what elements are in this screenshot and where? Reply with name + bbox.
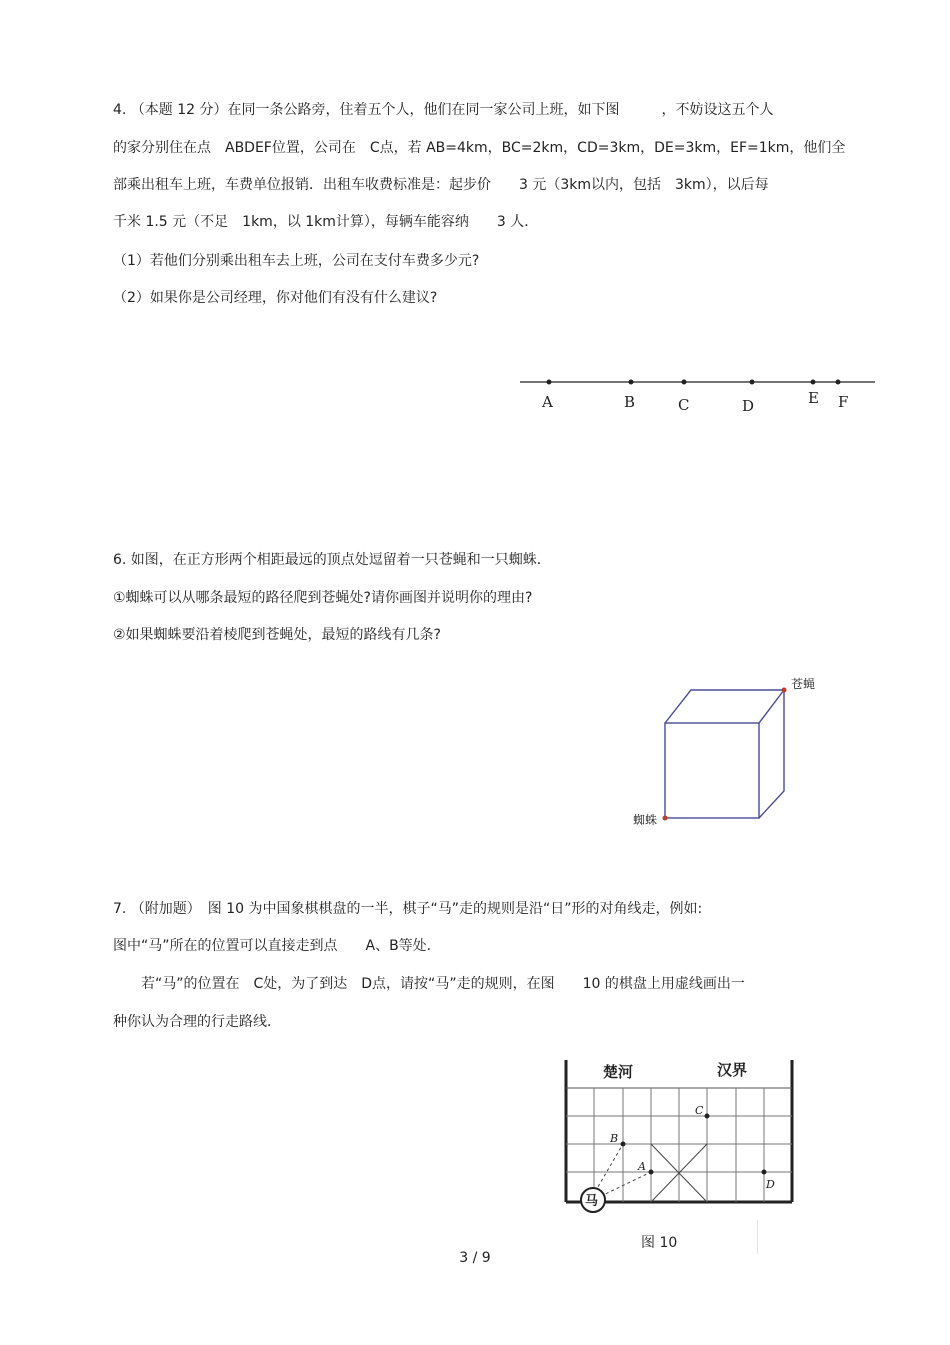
p4-line-4: 千米 1.5 元（不足 1km，以 1km计算），每辆车能容纳 3 人． [113, 214, 539, 230]
p4-question-2: （2）如果你是公司经理，你对他们有没有什么建议? [113, 290, 438, 306]
point-c-dot [682, 380, 687, 385]
point-e-label: E [808, 389, 819, 407]
cube-top-face [665, 690, 784, 723]
p6-line-1: 6. 如图，在正方形两个相距最远的顶点处逗留着一只苍蝇和一只蜘蛛． [113, 552, 551, 568]
p7-line-1: 7. （附加题） 图 10 为中国象棋棋盘的一半，棋子“马”走的规则是沿“日”形的对角线走，例如: [113, 901, 703, 917]
cube-front-face [665, 723, 759, 818]
point-d-label: D [742, 397, 755, 415]
fly-dot [782, 688, 787, 693]
page-number: 3 / 9 [459, 1250, 491, 1266]
p7-line-2: 图中“马”所在的位置可以直接走到点 A、B等处． [113, 938, 441, 954]
board-point-a-dot [649, 1170, 654, 1175]
point-c-label: C [678, 396, 690, 414]
spider-dot [663, 816, 668, 821]
p4-question-1: （1）若他们分别乘出租车去上班，公司在支付车费多少元? [113, 253, 480, 269]
p7-line-4: 种你认为合理的行走路线． [113, 1014, 281, 1030]
cube-figure [625, 670, 835, 835]
board-point-d-label: D [766, 1178, 775, 1191]
river-text-left: 楚河 [603, 1063, 634, 1081]
chessboard-figure [555, 1055, 805, 1215]
board-point-c-dot [705, 1114, 710, 1119]
cube-side-face [759, 690, 784, 818]
point-f-label: F [838, 393, 849, 411]
figure-caption: 图 10 [641, 1235, 678, 1251]
board-point-c-label: C [695, 1104, 704, 1117]
p6-question-1: ①蜘蛛可以从哪条最短的路径爬到苍蝇处?请你画图并说明你的理由? [113, 590, 533, 606]
point-a-dot [547, 380, 552, 385]
horse-piece-label: 马 [585, 1194, 599, 1209]
board-grid [566, 1088, 792, 1202]
faint-divider [757, 1220, 758, 1254]
spider-label: 蜘蛛 [633, 813, 658, 827]
point-f-dot [836, 380, 841, 385]
point-d-dot [750, 380, 755, 385]
point-e-dot [811, 380, 816, 385]
number-line-figure [515, 370, 880, 420]
p6-question-2: ②如果蜘蛛要沿着棱爬到苍蝇处，最短的路线有几条? [113, 627, 441, 643]
p4-line-2: 的家分别住在点 ABDEF位置，公司在 C点，若 AB=4km，BC=2km，CD=3km，DE=3km，EF=1km，他们全 [113, 140, 846, 156]
board-point-a-label: A [638, 1160, 646, 1173]
point-a-label: A [542, 393, 553, 411]
point-b-dot [629, 380, 634, 385]
fly-label: 苍蝇 [791, 677, 816, 691]
p4-line-3: 部乘出租车上班，车费单位报销．出租车收费标准是：起步价 3 元（3km以内，包括 3km），以后每 [113, 177, 769, 193]
river-text-right: 汉界 [717, 1061, 748, 1079]
p7-line-3: 若“马”的位置在 C处，为了到达 D点，请按“马”走的规则，在图 10 的棋盘上用虚线画出一 [113, 976, 745, 992]
board-point-d-dot [762, 1170, 767, 1175]
p4-line-1: 4. （本题 12 分）在同一条公路旁，住着五个人，他们在同一家公司上班，如下图 ，不妨设这五个人 [113, 102, 774, 118]
point-b-label: B [624, 393, 636, 411]
board-point-b-dot [621, 1142, 626, 1147]
board-point-b-label: B [610, 1132, 619, 1145]
